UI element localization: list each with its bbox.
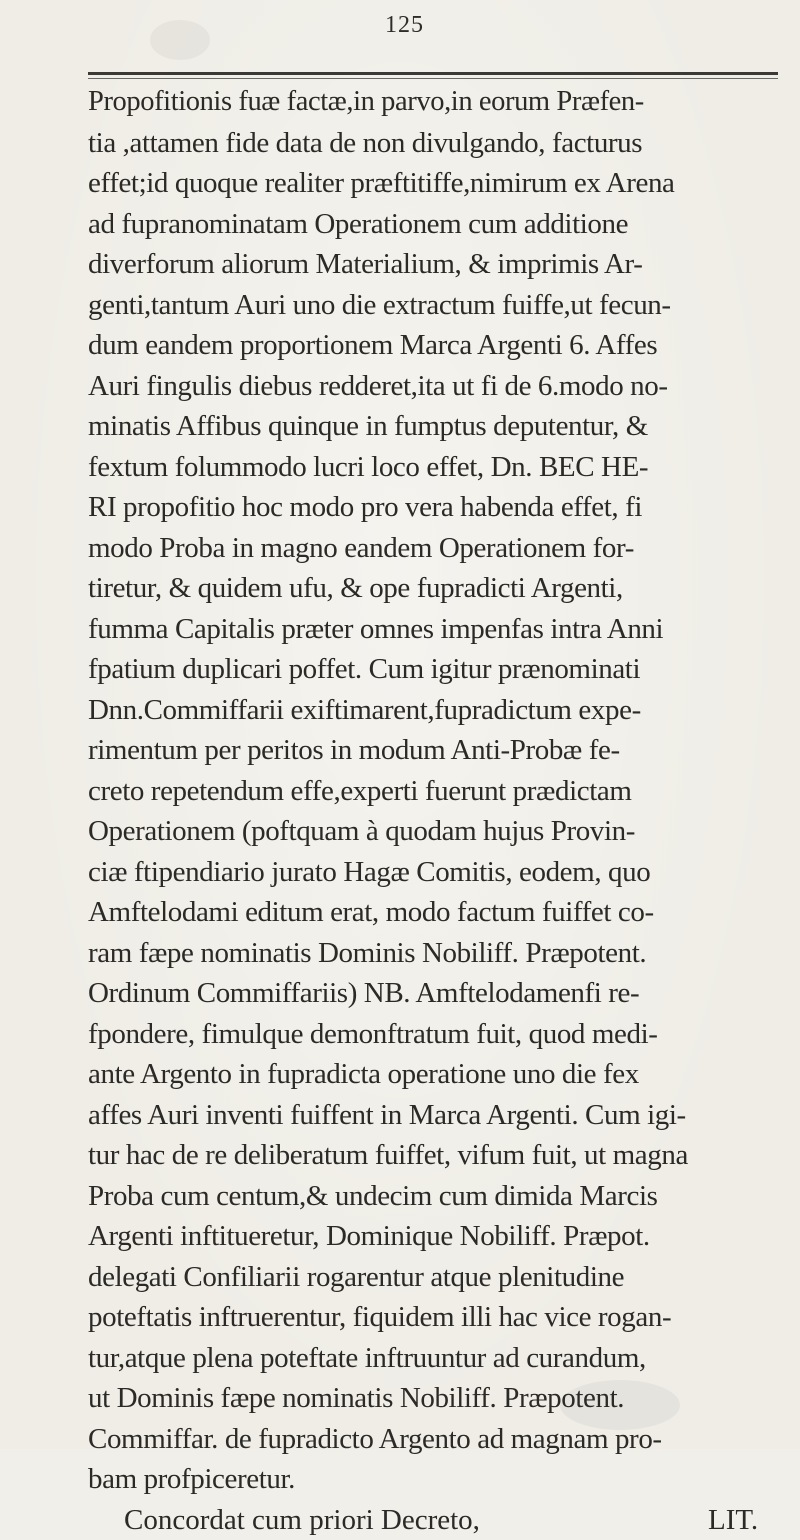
closing-line: [88, 1500, 794, 1540]
text-line: affes Auri inventi fuiffent in Marca Argenti. Cum igi-: [88, 1095, 794, 1136]
text-line: bam profpiceretur.: [88, 1459, 794, 1500]
text-line: Operationem (poftquam à quodam hujus Provin-: [88, 811, 794, 852]
text-line: Commiffar. de fupradicto Argento ad magnam pro-: [88, 1419, 794, 1460]
text-line: dum eandem proportionem Marca Argenti 6. Affes: [88, 325, 794, 366]
text-line: ram fæpe nominatis Dominis Nobiliff. Præpotent.: [88, 933, 794, 974]
text-line: Proba cum centum,& undecim cum dimida Marcis: [88, 1176, 794, 1217]
paper-stain: [150, 20, 210, 60]
text-line: poteftatis inftruerentur, fiquidem illi hac vice rogan-: [88, 1297, 794, 1338]
header-rule: [88, 72, 778, 75]
text-line: ante Argento in fupradicta operatione uno die fex: [88, 1054, 794, 1095]
text-line: Propofitionis fuæ factæ,in parvo,in eorum Præfen-: [88, 82, 794, 123]
text-line: Ordinum Commiffariis) NB. Amftelodamenfi re-: [88, 973, 794, 1014]
text-line: genti,tantum Auri uno die extractum fuiffe,ut fecun-: [88, 285, 794, 326]
text-line: Auri fingulis diebus redderet,ita ut fi de 6.modo no-: [88, 366, 794, 407]
text-line: Dnn.Commiffarii exiftimarent,fupradictum expe-: [88, 690, 794, 731]
text-line: minatis Affibus quinque in fumptus deputentur, &: [88, 406, 794, 447]
text-line: fpondere, fimulque demonftratum fuit, quod medi-: [88, 1014, 794, 1055]
text-line: fextum folummodo lucri loco effet, Dn. BEC HE-: [88, 447, 794, 488]
text-line: Amftelodami editum erat, modo factum fuiffet co-: [88, 892, 794, 933]
text-line: tur,atque plena poteftate inftruuntur ad curandum,: [88, 1338, 794, 1379]
text-line: diverforum aliorum Materialium, & imprimis Ar-: [88, 244, 794, 285]
text-line: RI propofitio hoc modo pro vera habenda effet, fi: [88, 487, 794, 528]
text-line: ut Dominis fæpe nominatis Nobiliff. Præpotent.: [88, 1378, 794, 1419]
text-line: creto repetendum effe,experti fuerunt prædictam: [88, 771, 794, 812]
closing-text: Concordat cum priori Decreto,: [124, 1500, 480, 1540]
text-line: tia ,attamen fide data de non divulgando, facturus: [88, 123, 794, 164]
text-line: modo Proba in magno eandem Operationem for-: [88, 528, 794, 569]
text-line: ciæ ftipendiario jurato Hagæ Comitis, eodem, quo: [88, 852, 794, 893]
page-number: 125: [385, 12, 424, 39]
header-rule-thin: [88, 78, 778, 79]
text-line: effet;id quoque realiter præftitiffe,nimirum ex Arena: [88, 163, 794, 204]
text-line: fumma Capitalis præter omnes impenfas intra Anni: [88, 609, 794, 650]
text-line: fpatium duplicari poffet. Cum igitur prænominati: [88, 649, 794, 690]
text-line: rimentum per peritos in modum Anti-Probæ fe-: [88, 730, 794, 771]
text-line: tiretur, & quidem ufu, & ope fupradicti Argenti,: [88, 568, 794, 609]
text-line: tur hac de re deliberatum fuiffet, vifum fuit, ut magna: [88, 1135, 794, 1176]
catchword: LIT.: [708, 1500, 794, 1540]
text-line: Argenti inftitueretur, Dominique Nobiliff. Præpot.: [88, 1216, 794, 1257]
body-text: [88, 82, 794, 1540]
text-line: delegati Confiliarii rogarentur atque plenitudine: [88, 1257, 794, 1298]
text-line: ad fupranominatam Operationem cum additione: [88, 204, 794, 245]
